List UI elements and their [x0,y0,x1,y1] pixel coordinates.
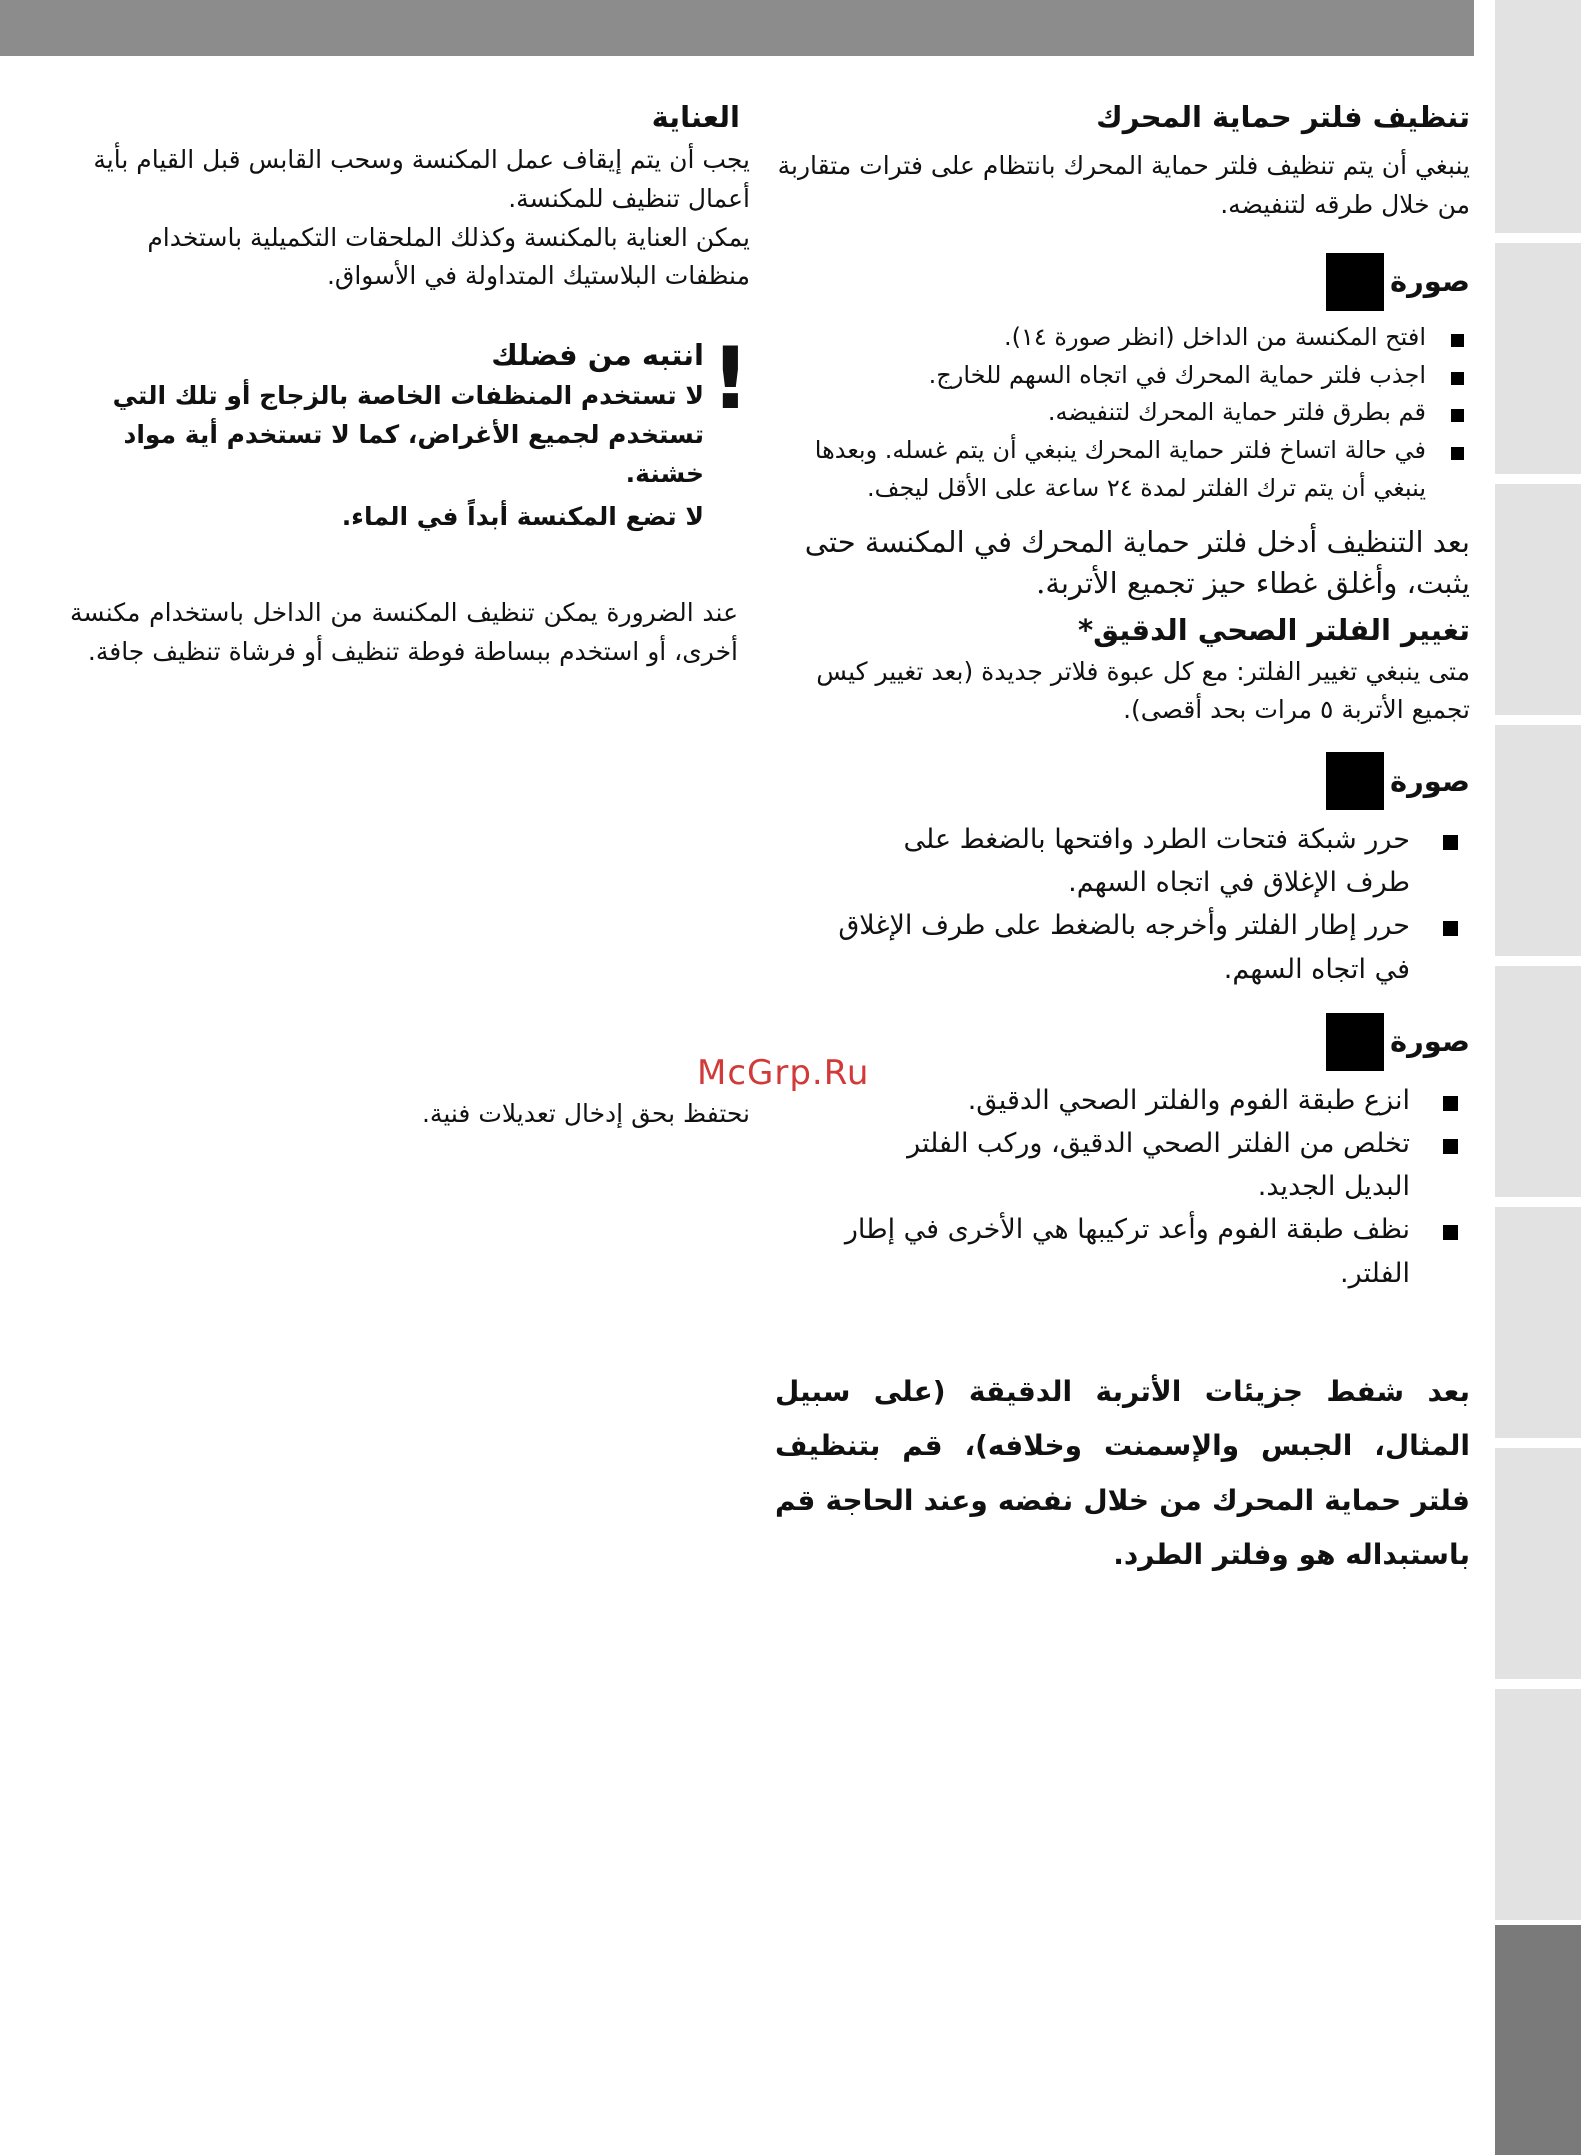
figure-number-box [1326,253,1384,311]
inside-cleaning-text: عند الضرورة يمكن تنظيف المكنسة من الداخل باستخدام مكنسة أخرى، أو استخدم ببساطة فوطة تنظيف أو فرشاة تنظيف جافة. [70,598,738,667]
care-text-2: يمكن العناية بالمكنسة وكذلك الملحقات التكميلية باستخدام منظفات البلاستيك المتداولة في الأسواق. [147,222,750,291]
side-tab-active [1495,1925,1581,2155]
care-text-1: يجب أن يتم إيقاف عمل المكنسة وسحب القابس قبل القيام بأية أعمال تنظيف للمكنسة. [93,145,750,213]
warning-text-2: لا تضع المكنسة أبداً في الماء. [341,501,704,531]
side-tab [1495,1207,1581,1438]
header-bar [0,0,1474,56]
section-title-fine-filter: تغيير الفلتر الصحي الدقيق* [1077,613,1470,648]
left-column [70,92,750,1128]
after-cleaning-text: بعد التنظيف أدخل فلتر حماية المحرك في المكنسة حتى يثبت، وأغلق غطاء حيز تجميع الأتربة. [804,525,1470,600]
rights-reserved-text: نحتفظ بحق إدخال تعديلات فنية. [421,1099,750,1128]
right-column [775,92,1470,1583]
list-item: حرر شبكة فتحات الطرد وافتحها بالضغط على طرف الإغلاق في اتجاه السهم. [775,818,1470,904]
side-tab [1495,243,1581,474]
figure-label-text: صورة [1389,763,1470,798]
side-tab [1495,1689,1581,1920]
side-tab [1495,1448,1581,1679]
exclamation-icon: ! [710,329,750,430]
bullet-list [775,818,1470,991]
list-item: في حالة اتساخ فلتر حماية المحرك ينبغي أن يتم غسله. وبعدها ينبغي أن يتم ترك الفلتر لمدة ٢٤ ساعة على الأقل ليجف. [775,432,1470,508]
list-item: اجذب فلتر حماية المحرك في اتجاه السهم للخارج. [775,357,1470,395]
bullet-list [775,319,1470,509]
bullet-list [775,1079,1470,1295]
fine-filter-intro: متى ينبغي تغيير الفلتر: مع كل عبوة فلاتر جديدة (بعد تغيير كيس تجميع الأتربة ٥ مرات بحد أقصى). [816,656,1470,725]
list-item: حرر إطار الفلتر وأخرجه بالضغط على طرف الإغلاق في اتجاه السهم. [775,904,1470,990]
list-item: تخلص من الفلتر الصحي الدقيق، وركب الفلتر البديل الجديد. [775,1122,1470,1208]
figure-label [775,752,1470,810]
figure-number-box [1326,752,1384,810]
warning-text-1: لا تستخدم المنظفات الخاصة بالزجاج أو تلك التي تستخدم لجميع الأغراض، كما لا تستخدم أية مواد خشنة. [112,381,704,488]
watermark: McGrp.Ru [697,1053,870,1093]
list-item: قم بطرق فلتر حماية المحرك لتنفيضه. [775,394,1470,432]
figure-label-text: صورة [1389,264,1470,299]
fine-dust-note: بعد شفط جزيئات الأتربة الدقيقة (على سبيل المثال، الجبس والإسمنت وخلافه)، قم بتنظيف فلتر حماية المحرك من خلال نفضه وعند الحاجة قم باستبداله هو وفلتر الطرد. [775,1374,1470,1572]
warning-title: انتبه من فضلك [491,338,704,373]
figure-number-box [1326,1013,1384,1071]
section-title-motor-filter: تنظيف فلتر حماية المحرك [1096,100,1470,134]
list-item: افتح المكنسة من الداخل (انظر صورة ١٤). [775,319,1470,357]
list-item: انزع طبقة الفوم والفلتر الصحي الدقيق. [775,1079,1470,1122]
figure-label [775,253,1470,311]
figure-label [775,1013,1470,1071]
side-tab [1495,0,1581,233]
motor-filter-intro: ينبغي أن يتم تنظيف فلتر حماية المحرك بانتظام على فترات متقاربة من خلال طرقه لتنفيضه. [777,151,1470,219]
side-tab [1495,966,1581,1197]
warning-box [70,329,750,536]
figure-label-text: صورة [1389,1024,1470,1059]
list-item: نظف طبقة الفوم وأعد تركيبها هي الأخرى في إطار الفلتر. [775,1208,1470,1294]
side-tab [1495,484,1581,715]
side-tab [1495,725,1581,956]
section-title-care: العناية [651,100,740,134]
